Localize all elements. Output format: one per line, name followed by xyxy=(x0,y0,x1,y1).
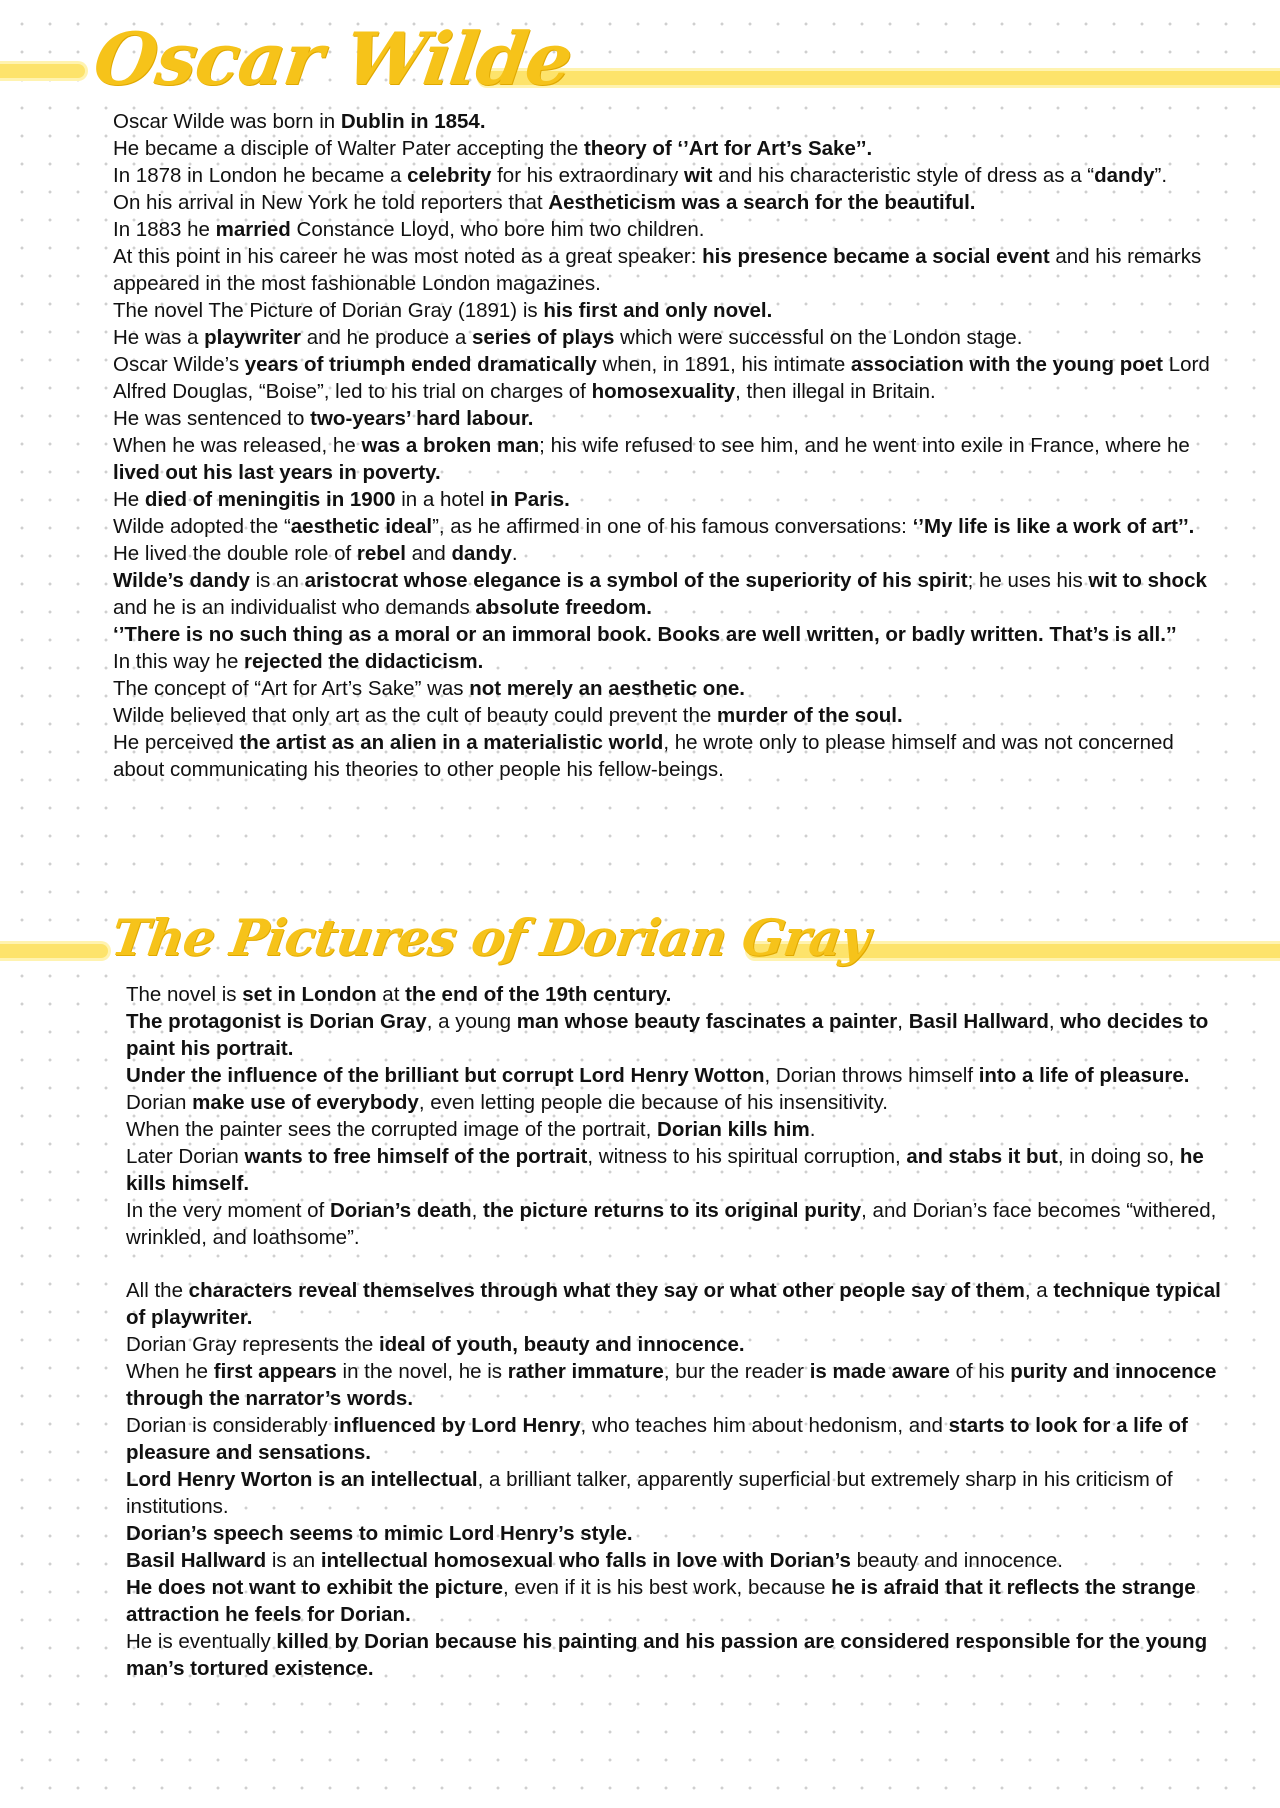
text: when, in 1891, his intimate xyxy=(596,353,851,376)
bold-text: Lord Henry Worton is an intellectual xyxy=(126,1468,478,1491)
paragraph xyxy=(126,1089,1226,1116)
bold-text: aristocrat whose elegance is a symbol of the superiority of his spirit xyxy=(304,569,968,592)
paragraph xyxy=(113,621,1225,648)
text: in the novel, he is xyxy=(336,1360,508,1383)
paragraph xyxy=(126,1062,1226,1089)
paragraph xyxy=(113,405,1225,432)
text: of his xyxy=(949,1360,1011,1383)
paragraph xyxy=(113,135,1225,162)
text: which were successful on the London stage. xyxy=(614,326,1023,349)
text: He is eventually xyxy=(126,1630,277,1653)
paragraph xyxy=(113,675,1225,702)
text: , in doing so, xyxy=(1057,1145,1180,1168)
bold-text: make use of everybody xyxy=(192,1091,419,1114)
text: , xyxy=(1048,1010,1061,1033)
paragraph xyxy=(113,513,1225,540)
text: , a xyxy=(1024,1279,1054,1302)
bold-text: died of meningitis in 1900 xyxy=(144,488,396,511)
bold-text: his first and only novel. xyxy=(543,299,773,322)
bold-text: first appears xyxy=(213,1360,337,1383)
paragraph xyxy=(113,162,1225,189)
bold-text: theory of ‘’Art for Art’s Sake’’. xyxy=(583,137,873,160)
bold-text: ideal of youth, beauty and innocence. xyxy=(378,1333,745,1356)
bold-text: in Paris. xyxy=(490,488,570,511)
text: , a brilliant talker, apparently superficial but extremely sharp in his criticism of institutions. xyxy=(126,1468,1173,1518)
text: and he is an individualist who demands xyxy=(113,596,476,619)
text: ”, as he affirmed in one of his famous conversations: xyxy=(432,515,913,538)
bold-text: was a broken man xyxy=(361,434,540,457)
text: He was sentenced to xyxy=(113,407,311,430)
bold-text: Dorian’s death xyxy=(329,1199,472,1222)
text: When he was released, he xyxy=(113,434,362,457)
text: , even if it is his best work, because xyxy=(503,1576,832,1599)
bold-text: series of plays xyxy=(471,326,615,349)
text: Lord Alfred Douglas, “Boise”, led to his trial on charges of xyxy=(113,353,1210,403)
text: , Dorian throws himself xyxy=(764,1064,979,1087)
text: for his extraordinary xyxy=(491,164,684,187)
bold-text: and stabs it but xyxy=(906,1145,1058,1168)
bold-text: absolute freedom. xyxy=(475,596,652,619)
paragraph xyxy=(126,1331,1226,1358)
bold-text: he is afraid that it reflects the strange attraction he feels for Dorian. xyxy=(126,1576,1196,1626)
text: beauty and innocence. xyxy=(850,1549,1063,1572)
text: at xyxy=(376,983,406,1006)
bold-text: celebrity xyxy=(407,164,492,187)
paragraph xyxy=(126,1547,1226,1574)
bold-text: He does not want to exhibit the picture xyxy=(126,1576,503,1599)
bold-text: Aestheticism was a search for the beautiful. xyxy=(548,191,976,214)
bold-text: rebel xyxy=(356,542,406,565)
paragraph-spacer xyxy=(126,1251,1226,1277)
oscar-wilde-biography xyxy=(113,108,1225,783)
bold-text: wants to free himself of the portrait xyxy=(244,1145,588,1168)
bold-text: lived out his last years in poverty. xyxy=(113,461,441,484)
text: , a young xyxy=(426,1010,517,1033)
section-title: The Pictures of Dorian Gray xyxy=(107,908,874,967)
text: Oscar Wilde was born in xyxy=(113,110,341,133)
paragraph xyxy=(113,702,1225,729)
text: Dorian is considerably xyxy=(126,1414,334,1437)
bold-text: wit to shock xyxy=(1088,569,1207,592)
text: All the xyxy=(126,1279,189,1302)
text: On his arrival in New York he told reporters that xyxy=(113,191,549,214)
paragraph xyxy=(113,648,1225,675)
text: The concept of “Art for Art’s Sake” was xyxy=(113,677,470,700)
bold-text: years of triumph ended dramatically xyxy=(244,353,597,376)
text: and xyxy=(405,542,452,565)
text: , he wrote only to please himself and was not concerned about communicating his theories to other people his fellow-beings. xyxy=(113,731,1174,781)
bold-text: murder of the soul. xyxy=(716,704,903,727)
bold-text: homosexuality xyxy=(591,380,736,403)
paragraph xyxy=(126,1277,1226,1331)
text: , even letting people die because of his insensitivity. xyxy=(418,1091,888,1114)
title-highlight-bar-left xyxy=(0,944,108,958)
bold-text: influenced by Lord Henry xyxy=(333,1414,581,1437)
text: . xyxy=(511,542,518,565)
bold-text: ‘’My life is like a work of art’’. xyxy=(912,515,1195,538)
bold-text: characters reveal themselves through what they say or what other people say of them xyxy=(188,1279,1025,1302)
text: He became a disciple of Walter Pater accepting the xyxy=(113,137,584,160)
text: Dorian xyxy=(126,1091,193,1114)
text: Wilde believed that only art as the cult of beauty could prevent the xyxy=(113,704,717,727)
paragraph xyxy=(126,1574,1226,1628)
text: and his characteristic style of dress as a “ xyxy=(712,164,1095,187)
text: , witness to his spiritual corruption, xyxy=(587,1145,907,1168)
text: Oscar Wilde’s xyxy=(113,353,245,376)
text: and he produce a xyxy=(301,326,472,349)
text: He lived the double role of xyxy=(113,542,357,565)
text: He perceived xyxy=(113,731,240,754)
bold-text: Wilde’s dandy xyxy=(113,569,250,592)
bold-text: set in London xyxy=(242,983,377,1006)
bold-text: aesthetic ideal xyxy=(290,515,433,538)
paragraph xyxy=(113,729,1225,783)
text: ; his wife refused to see him, and he went into exile in France, where he xyxy=(539,434,1190,457)
text: , and Dorian’s face becomes “withered, wrinkled, and loathsome”. xyxy=(126,1199,1217,1249)
bold-text: married xyxy=(215,218,291,241)
text: , who teaches him about hedonism, and xyxy=(580,1414,949,1437)
bold-text: intellectual homosexual who falls in love with Dorian’s xyxy=(320,1549,851,1572)
bold-text: killed by Dorian because his painting and his passion are considered responsible for the young man’s tortured existence. xyxy=(126,1630,1208,1680)
title-highlight-bar-left xyxy=(0,64,85,78)
bold-text: is made aware xyxy=(809,1360,950,1383)
paragraph xyxy=(126,1008,1226,1062)
bold-text: dandy xyxy=(1094,164,1155,187)
paragraph xyxy=(113,216,1225,243)
text: ”. xyxy=(1154,164,1168,187)
bold-text: starts to look for a life of pleasure and sensations. xyxy=(126,1414,1188,1464)
paragraph xyxy=(113,567,1225,621)
text: . xyxy=(809,1118,816,1141)
bold-text: two-years’ hard labour. xyxy=(310,407,534,430)
text: is an xyxy=(266,1549,321,1572)
paragraph xyxy=(126,1143,1226,1197)
bold-text: association with the young poet xyxy=(850,353,1163,376)
text: When the painter sees the corrupted image of the portrait, xyxy=(126,1118,658,1141)
bold-text: Dublin in 1854. xyxy=(340,110,486,133)
bold-text: into a life of pleasure. xyxy=(978,1064,1190,1087)
paragraph xyxy=(113,351,1225,405)
bold-text: the artist as an alien in a materialistic world xyxy=(239,731,664,754)
text: When he xyxy=(126,1360,214,1383)
text: in a hotel xyxy=(395,488,491,511)
paragraph xyxy=(113,324,1225,351)
text: Later Dorian xyxy=(126,1145,245,1168)
bold-text: Dorian’s speech seems to mimic Lord Henry’s style. xyxy=(126,1522,633,1545)
section-title-dorian-gray-banner xyxy=(0,900,1280,990)
bold-text: Dorian kills him xyxy=(657,1118,810,1141)
text: Constance Lloyd, who bore him two children. xyxy=(290,218,705,241)
paragraph xyxy=(126,1412,1226,1466)
bold-text: the end of the 19th century. xyxy=(405,983,672,1006)
text: , xyxy=(897,1010,909,1033)
bold-text: Under the influence of the brilliant but corrupt Lord Henry Wotton xyxy=(126,1064,765,1087)
section-title-oscar-wilde-banner xyxy=(0,14,1280,114)
paragraph xyxy=(113,243,1225,297)
text: is an xyxy=(249,569,305,592)
text: In this way he xyxy=(113,650,245,673)
section-title: Oscar Wilde xyxy=(89,16,578,101)
paragraph xyxy=(126,981,1226,1008)
text: , xyxy=(471,1199,483,1222)
dorian-gray-summary xyxy=(126,981,1226,1682)
bold-text: wit xyxy=(683,164,713,187)
bold-text: rejected the didacticism. xyxy=(244,650,484,673)
paragraph xyxy=(113,432,1225,486)
paragraph xyxy=(126,1197,1226,1251)
text: The novel is xyxy=(126,983,243,1006)
bold-text: who decides to paint his portrait. xyxy=(126,1010,1209,1060)
text: , then illegal in Britain. xyxy=(735,380,936,403)
bold-text: Basil Hallward xyxy=(908,1010,1049,1033)
paragraph xyxy=(126,1116,1226,1143)
text: He xyxy=(113,488,145,511)
paragraph xyxy=(113,189,1225,216)
paragraph xyxy=(126,1520,1226,1547)
bold-text: ‘’There is no such thing as a moral or an immoral book. Books are well written, or badly written. That’s is all.’’ xyxy=(113,623,1177,646)
text: Wilde adopted the “ xyxy=(113,515,291,538)
bold-text: technique typical of playwriter. xyxy=(126,1279,1221,1329)
paragraph xyxy=(126,1466,1226,1520)
paragraph xyxy=(113,540,1225,567)
bold-text: man whose beauty fascinates a painter xyxy=(516,1010,898,1033)
bold-text: rather immature xyxy=(507,1360,664,1383)
paragraph xyxy=(113,297,1225,324)
text: In 1883 he xyxy=(113,218,216,241)
paragraph xyxy=(113,108,1225,135)
text: ; he uses his xyxy=(967,569,1089,592)
text: He was a xyxy=(113,326,205,349)
paragraph xyxy=(113,486,1225,513)
text: In the very moment of xyxy=(126,1199,330,1222)
title-highlight-bar-right xyxy=(480,71,1280,85)
text: , bur the reader xyxy=(663,1360,810,1383)
paragraph xyxy=(126,1628,1226,1682)
bold-text: playwriter xyxy=(204,326,302,349)
bold-text: his presence became a social event xyxy=(702,245,1050,268)
bold-text: not merely an aesthetic one. xyxy=(469,677,745,700)
bold-text: he kills himself. xyxy=(126,1145,1204,1195)
text: Dorian Gray represents the xyxy=(126,1333,379,1356)
text: In 1878 in London he became a xyxy=(113,164,408,187)
bold-text: the picture returns to its original purity xyxy=(483,1199,862,1222)
bold-text: Basil Hallward xyxy=(126,1549,267,1572)
bold-text: The protagonist is Dorian Gray xyxy=(126,1010,427,1033)
bold-text: dandy xyxy=(451,542,512,565)
text: The novel The Picture of Dorian Gray (1891) is xyxy=(113,299,544,322)
text: At this point in his career he was most noted as a great speaker: xyxy=(113,245,703,268)
text: and his remarks appeared in the most fashionable London magazines. xyxy=(113,245,1202,295)
bold-text: purity and innocence through the narrator’s words. xyxy=(126,1360,1217,1410)
paragraph xyxy=(126,1358,1226,1412)
